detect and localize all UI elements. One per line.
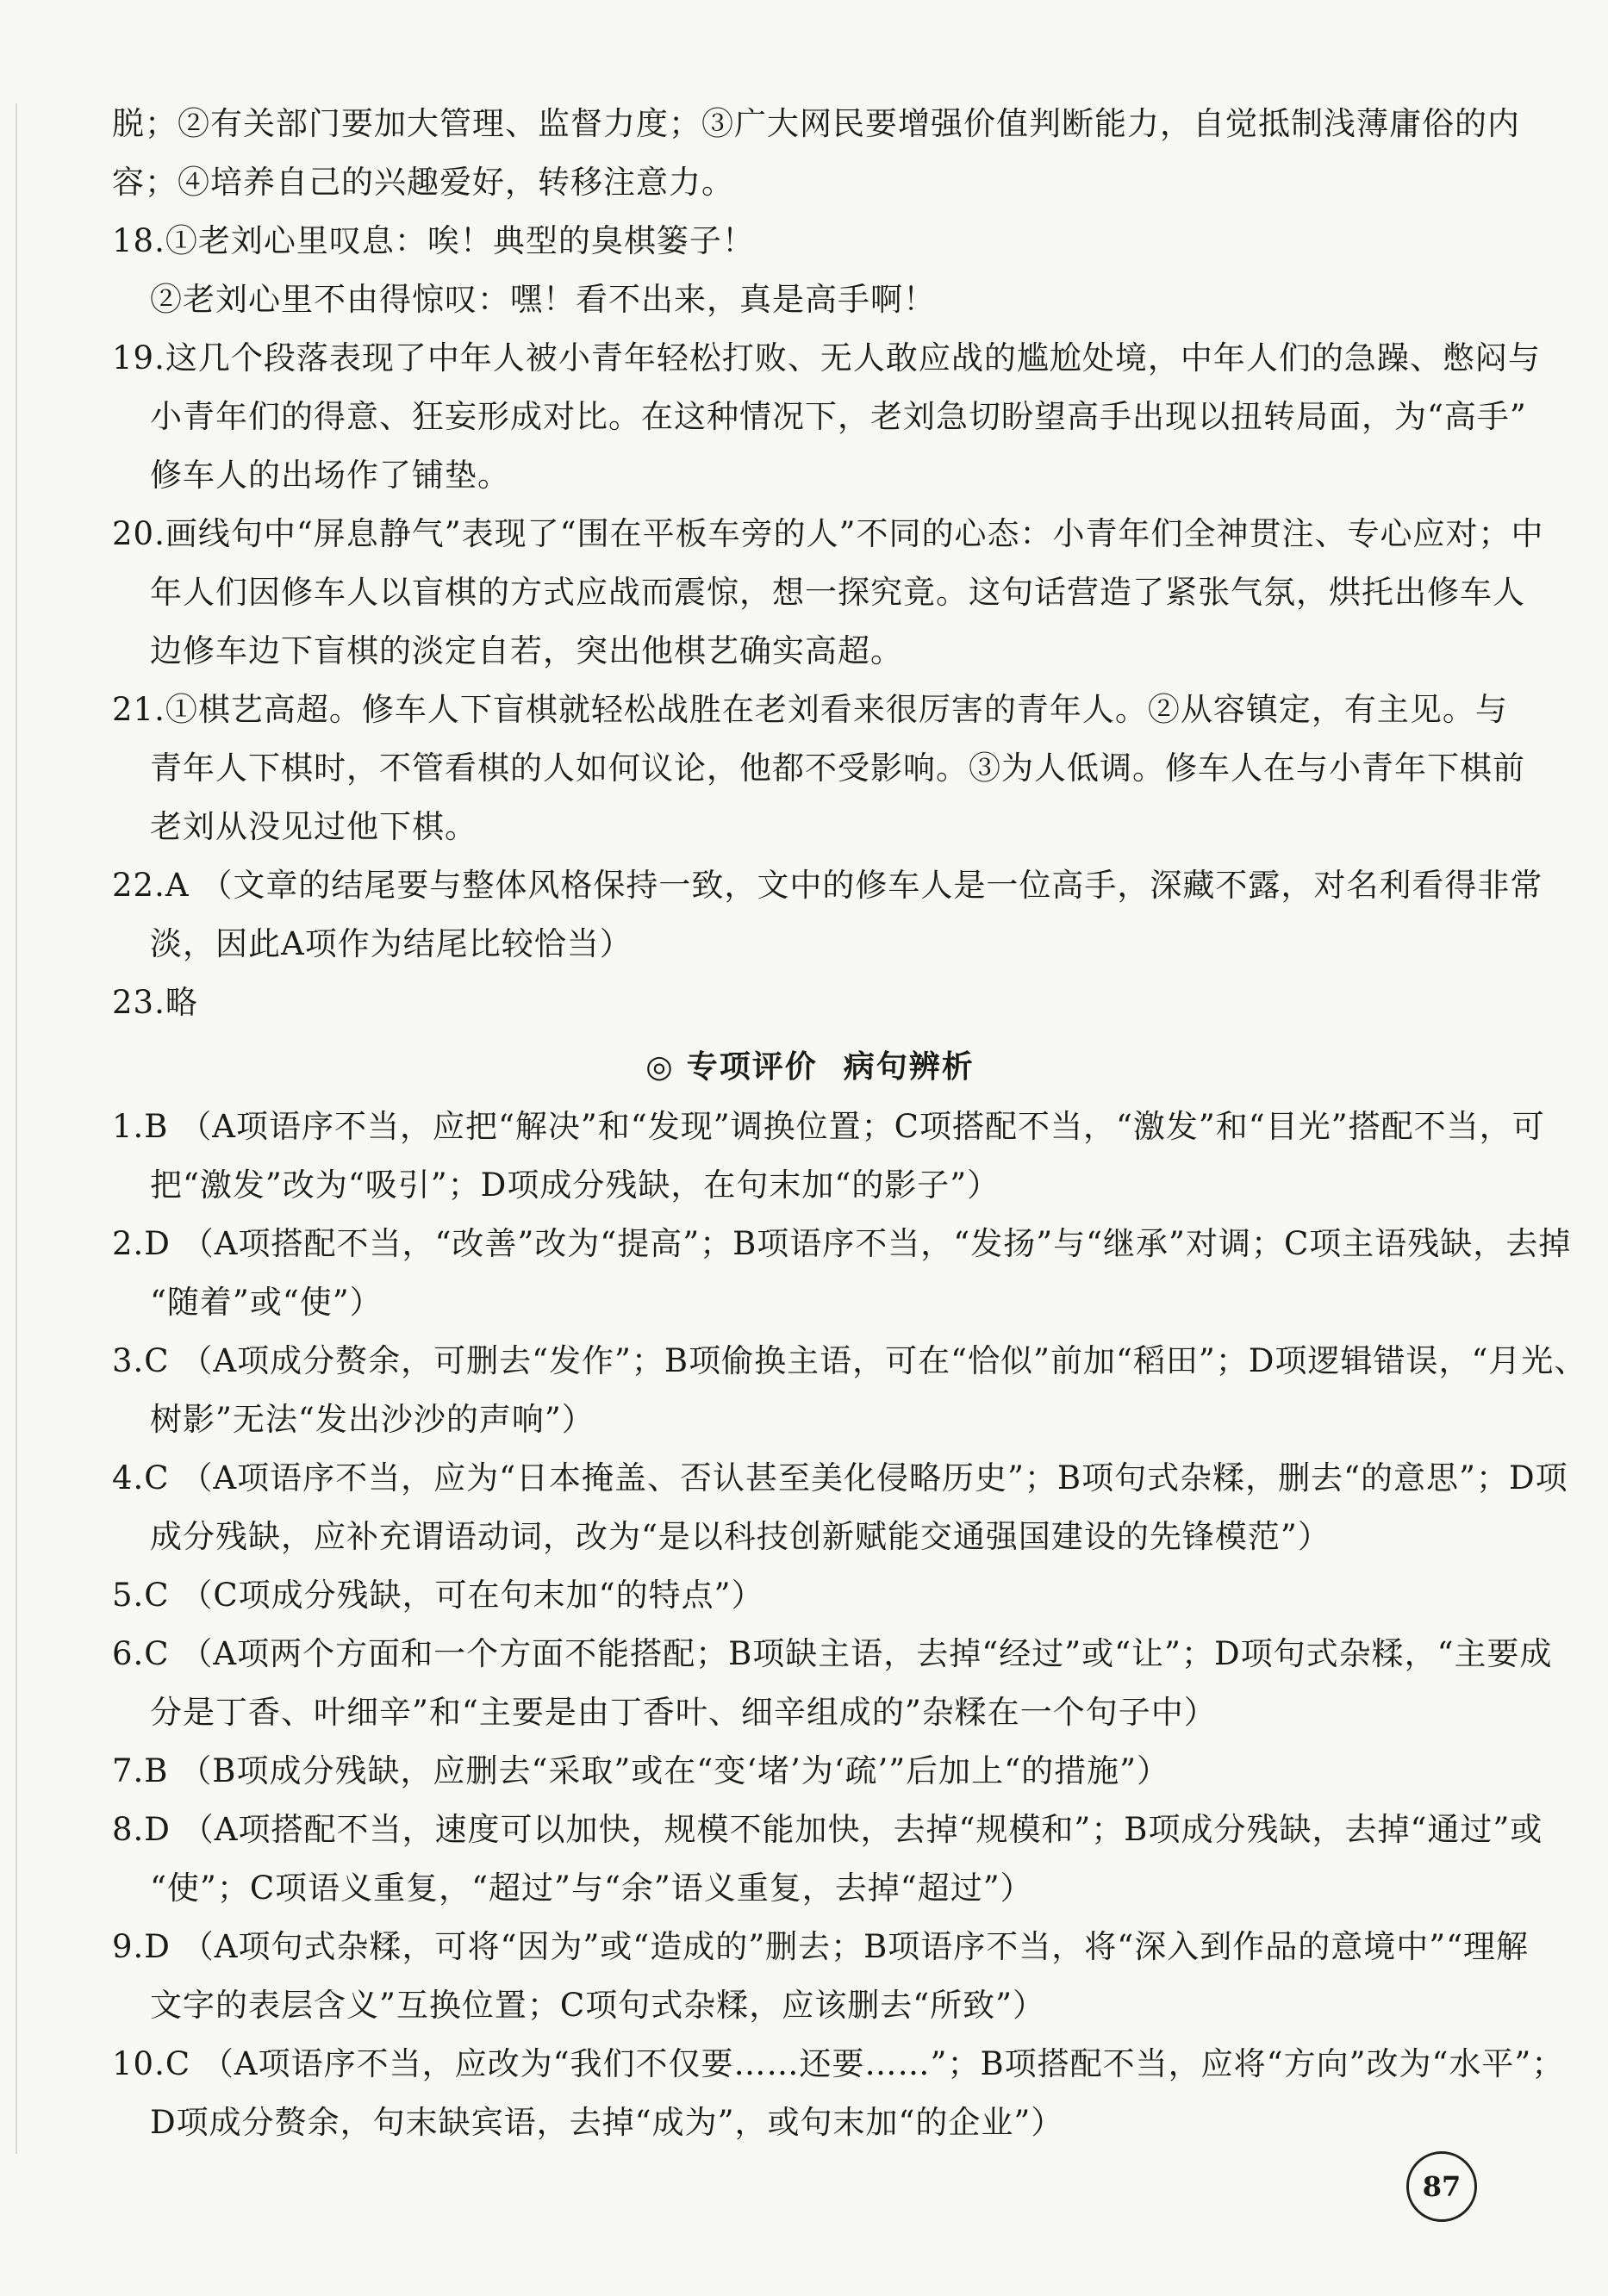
- answer-line: 树影”无法“发出沙沙的声响”）: [150, 1401, 595, 1438]
- answer-line: D项成分赘余，句末缺宾语，去掉“成为”，或句末加“的企业”）: [150, 2104, 1064, 2141]
- answer-item: [112, 974, 1508, 1032]
- answer-line: 9.D （A项句式杂糅，可将“因为”或“造成的”删去；B项语序不当，将“深入到作品的意境中”“理解: [112, 1928, 1530, 1965]
- answer-line: 1.B （A项语序不当，应把“解决”和“发现”调换位置；C项搭配不当，“激发”和“目光”搭配不当，可: [112, 1108, 1545, 1145]
- answer-content: [112, 95, 1587, 2152]
- answer-line: 淡，因此A项作为结尾比较恰当）: [150, 925, 633, 962]
- answer-line: 小青年们的得意、狂妄形成对比。在这种情况下，老刘急切盼望高手出现以扭转局面，为“高手”: [150, 398, 1527, 435]
- section-title: [112, 1037, 1508, 1098]
- answer-item: [112, 212, 1508, 329]
- answer-line: 19.这几个段落表现了中年人被小青年轻松打败、无人敢应战的尴尬处境，中年人们的急躁、憋闷与: [112, 339, 1541, 376]
- answer-line: 青年人下棋时，不管看棋的人如何议论，他都不受影响。③为人低调。修车人在与小青年下棋前: [150, 750, 1525, 787]
- answer-item: [112, 1098, 1545, 1215]
- answer-line: 5.C （C项成分残缺，可在句末加“的特点”）: [112, 1577, 764, 1614]
- answer-line: 4.C （A项语序不当，应为“日本掩盖、否认甚至美化侵略历史”；B项句式杂糅，删去“的意思”；D项: [112, 1459, 1568, 1496]
- answer-item: [112, 1742, 1508, 1801]
- answer-line: 2.D （A项搭配不当，“改善”改为“提高”；B项语序不当，“发扬”与“继承”对调；C项主语残缺，去掉: [112, 1225, 1572, 1262]
- answer-line: 3.C （A项成分赘余，可删去“发作”；B项偷换主语，可在“恰似”前加“稻田”；D项逻辑错误，“月光、: [112, 1342, 1587, 1379]
- answer-line: 老刘从没见过他下棋。: [150, 808, 477, 845]
- answer-line: 20.画线句中“屏息静气”表现了“围在平板车旁的人”不同的心态：小青年们全神贯注、专心应对；中: [112, 515, 1544, 552]
- section-title-part1: 专项评价: [686, 1049, 818, 1085]
- answer-item: [112, 1215, 1572, 1332]
- answers-top-block: [112, 95, 1544, 1032]
- answer-line: “使”；C项语义重复，“超过”与“余”语义重复，去掉“超过”）: [150, 1870, 1033, 1907]
- answer-item: [112, 505, 1544, 681]
- answers-section-block: [112, 1098, 1587, 2152]
- answer-line: “随着”或“使”）: [150, 1284, 383, 1321]
- answer-line: 21.①棋艺高超。修车人下盲棋就轻松战胜在老刘看来很厉害的青年人。②从容镇定，有主见。与: [112, 691, 1508, 728]
- page-number: 87: [1406, 2151, 1477, 2222]
- answer-item: [112, 1566, 1508, 1625]
- answer-line: 23.略: [112, 984, 198, 1021]
- answer-line: 修车人的出场作了铺垫。: [150, 457, 510, 494]
- answer-line: 分是丁香、叶细辛”和“主要是由丁香叶、细辛组成的”杂糅在一个句子中）: [150, 1694, 1217, 1731]
- answer-line: 22.A （文章的结尾要与整体风格保持一致，文中的修车人是一位高手，深藏不露，对名利看得非常: [112, 867, 1543, 904]
- answer-line: 容；④培养自己的兴趣爱好，转移注意力。: [112, 164, 734, 201]
- answer-item: [112, 1449, 1568, 1566]
- answer-line: 10.C （A项语序不当，应改为“我们不仅要……还要……”；B项搭配不当，应将“方向”改为“水平”；: [112, 2045, 1565, 2082]
- answer-item: [112, 1625, 1553, 1742]
- answer-item: [112, 856, 1543, 974]
- binding-margin-line: [16, 103, 17, 2154]
- answer-line: 8.D （A项搭配不当，速度可以加快，规模不能加快，去掉“规模和”；B项成分残缺，去掉“通过”或: [112, 1811, 1543, 1848]
- answer-item: [112, 1332, 1587, 1449]
- answer-item: [112, 1918, 1530, 2035]
- answer-line: 18.①老刘心里叹息：唉！典型的臭棋篓子！: [112, 222, 755, 259]
- answer-line: ②老刘心里不由得惊叹：嘿！看不出来，真是高手啊！: [150, 281, 936, 318]
- answer-line: 脱；②有关部门要加大管理、监督力度；③广大网民要增强价值判断能力，自觉抵制浅薄庸俗的内: [112, 105, 1520, 142]
- answer-item: [112, 1801, 1543, 1918]
- answer-item: [112, 329, 1541, 505]
- answer-line: 年人们因修车人以盲棋的方式应战而震惊，想一探究竟。这句话营造了紧张气氛，烘托出修车人: [150, 574, 1525, 611]
- answer-line: 7.B （B项成分残缺，应删去“采取”或在“变‘堵’为‘疏’”后加上“的措施”）: [112, 1752, 1169, 1789]
- answer-line: 边修车边下盲棋的淡定自若，突出他棋艺确实高超。: [150, 632, 903, 669]
- answer-line: 把“激发”改为“吸引”；D项成分残缺，在句末加“的影子”）: [150, 1167, 1000, 1204]
- answer-item: [112, 681, 1525, 856]
- answer-item: [112, 2035, 1565, 2152]
- answer-item: [112, 95, 1520, 212]
- answer-line: 文字的表层含义”互换位置；C项句式杂糅，应该删去“所致”）: [150, 1987, 1046, 2024]
- answer-line: 6.C （A项两个方面和一个方面不能搭配；B项缺主语，去掉“经过”或“让”；D项句式杂糅，“主要成: [112, 1635, 1553, 1672]
- double-circle-icon: ◎: [645, 1049, 675, 1085]
- section-title-part2: 病句辨析: [843, 1049, 975, 1085]
- answer-line: 成分残缺，应补充谓语动词，改为“是以科技创新赋能交通强国建设的先锋模范”）: [150, 1518, 1331, 1555]
